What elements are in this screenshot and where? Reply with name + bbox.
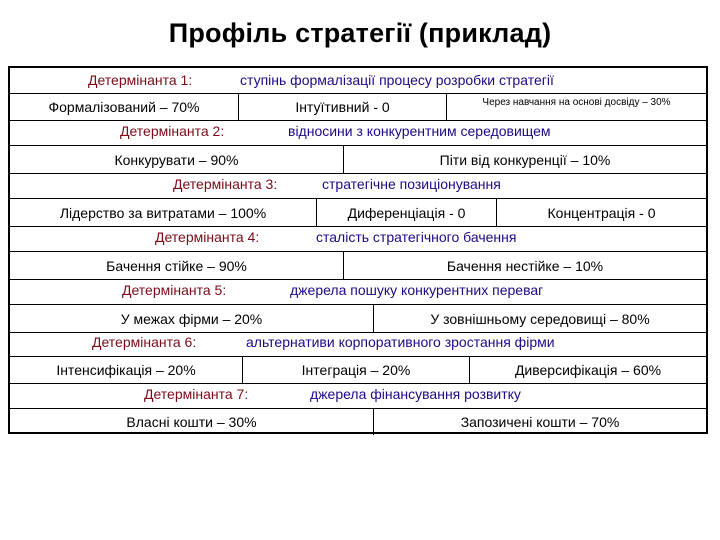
determinant-1-options <box>10 93 706 121</box>
option-integration: Інтеграція – 20% <box>242 357 469 383</box>
strategy-profile-table <box>8 66 708 434</box>
option-formalized: Формалізований – 70% <box>48 99 200 115</box>
option-intuitive: Інтуїтивний - 0 <box>238 94 446 120</box>
determinant-5-text: джерела пошуку конкурентних переваг <box>290 282 544 298</box>
determinant-6-options <box>10 356 706 384</box>
determinant-4-header <box>10 229 706 249</box>
option-own-funds: Власні кошти – 30% <box>126 414 257 430</box>
option-avoid-competition: Піти від конкуренції – 10% <box>343 146 706 173</box>
determinant-2-header <box>10 123 706 143</box>
determinant-6-header <box>10 334 706 354</box>
determinant-7-header <box>10 386 706 406</box>
determinant-6-label: Детермінанта 6: <box>92 334 197 350</box>
determinant-1-text: ступінь формалізації процесу розробки стратегії <box>240 72 554 88</box>
option-focus: Концентрація - 0 <box>496 199 706 226</box>
determinant-2-text: відносини з конкурентним середовищем <box>288 123 551 139</box>
page-title: Профіль стратегії (приклад) <box>168 18 552 48</box>
determinant-2-label: Детермінанта 2: <box>120 123 225 139</box>
determinant-2-options <box>10 145 706 174</box>
option-compete: Конкурувати – 90% <box>114 151 239 168</box>
determinant-3-header <box>10 176 706 196</box>
determinant-3-label: Детермінанта 3: <box>173 176 278 192</box>
determinant-7-options <box>10 408 706 435</box>
determinant-7-text: джерела фінансування розвитку <box>310 386 521 402</box>
determinant-5-label: Детермінанта 5: <box>122 282 227 298</box>
determinant-4-text: сталість стратегічного бачення <box>316 229 517 245</box>
determinant-5-header <box>10 282 706 302</box>
determinant-4-options <box>10 251 706 280</box>
option-intensification: Інтенсифікація – 20% <box>56 362 196 378</box>
determinant-1-header <box>10 72 706 92</box>
determinant-3-text: стратегічне позиціонування <box>322 176 501 192</box>
option-within-firm: У межах фірми – 20% <box>120 310 263 327</box>
option-diversification: Диверсифікація – 60% <box>469 357 706 383</box>
option-differentiation: Диференціація - 0 <box>316 199 496 226</box>
option-cost-leadership: Лідерство за витратами – 100% <box>59 204 267 221</box>
option-vision-unstable: Бачення нестійке – 10% <box>343 252 706 279</box>
determinant-5-options <box>10 304 706 333</box>
determinant-7-label: Детермінанта 7: <box>144 386 249 402</box>
determinant-1-label: Детермінанта 1: <box>88 72 193 88</box>
determinant-3-options <box>10 198 706 227</box>
determinant-4-label: Детермінанта 4: <box>155 229 260 245</box>
option-vision-stable: Бачення стійке – 90% <box>106 257 247 274</box>
option-borrowed-funds: Запозичені кошти – 70% <box>373 409 706 435</box>
option-learning: Через навчання на основі досвіду – 30% <box>446 94 706 120</box>
determinant-6-text: альтернативи корпоративного зростання фірми <box>246 334 555 350</box>
option-external-environment: У зовнішньому середовищі – 80% <box>373 305 706 332</box>
